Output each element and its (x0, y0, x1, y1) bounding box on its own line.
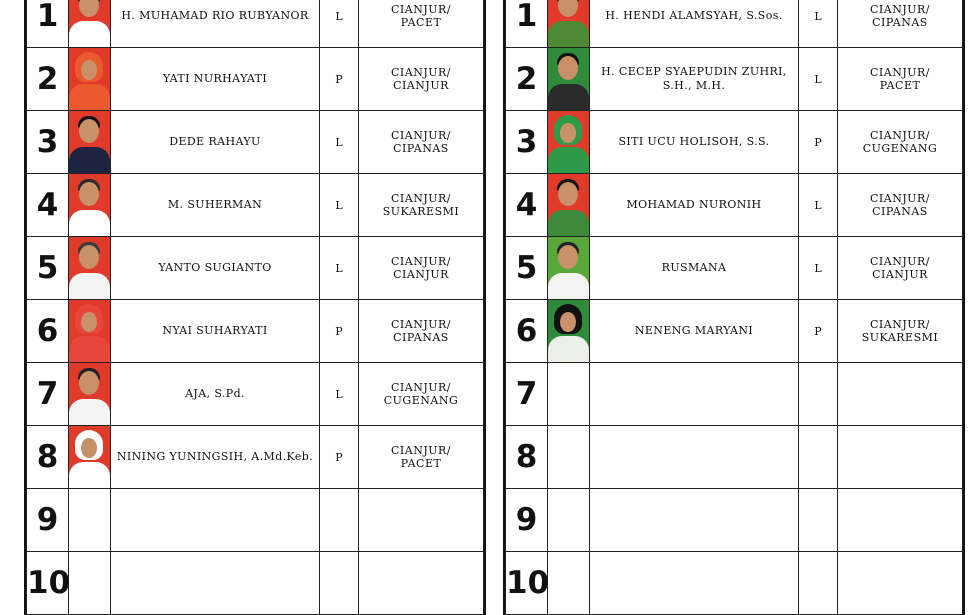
candidate-gender: L (320, 111, 359, 174)
candidate-photo (69, 237, 110, 299)
candidate-name: YANTO SUGIANTO (111, 237, 320, 300)
candidate-district (838, 426, 963, 489)
candidate-name (590, 363, 799, 426)
candidate-number: 8 (27, 426, 69, 489)
candidate-photo (69, 300, 110, 362)
candidate-row (27, 426, 484, 489)
district-line-2: CIANJUR (872, 268, 928, 281)
candidate-number: 5 (27, 237, 69, 300)
candidate-row (506, 48, 963, 111)
candidate-gender (799, 363, 838, 426)
district-line-1: CIANJUR/ (870, 255, 930, 268)
candidate-photo-cell (69, 111, 111, 174)
candidate-name (590, 489, 799, 552)
district-line-1: CIANJUR/ (391, 255, 451, 268)
candidate-number: 10 (27, 552, 69, 615)
candidate-district (838, 48, 963, 111)
candidate-photo-cell (548, 300, 590, 363)
candidate-gender: P (320, 426, 359, 489)
candidate-table-body (27, 0, 484, 615)
candidate-gender: L (799, 0, 838, 48)
district-line-2: SUKARESMI (382, 205, 460, 218)
candidate-name: DEDE RAHAYU (111, 111, 320, 174)
candidate-photo (548, 48, 589, 110)
candidate-name: SITI UCU HOLISOH, S.S. (590, 111, 799, 174)
district-line-1: CIANJUR/ (391, 129, 451, 142)
candidate-photo (69, 426, 110, 488)
candidate-name: NYAI SUHARYATI (111, 300, 320, 363)
candidate-gender: L (799, 48, 838, 111)
district-line-2: CIPANAS (393, 142, 449, 155)
district-line-2: CIPANAS (393, 331, 449, 344)
candidate-gender: L (320, 363, 359, 426)
candidate-photo-cell (548, 552, 590, 615)
candidate-district (838, 300, 963, 363)
candidate-row (506, 174, 963, 237)
candidate-row (506, 363, 963, 426)
candidate-name (111, 552, 320, 615)
candidate-number: 5 (506, 237, 548, 300)
candidate-photo-cell (69, 426, 111, 489)
candidate-number: 2 (506, 48, 548, 111)
district-line-1: CIANJUR/ (870, 3, 930, 16)
candidate-gender: P (799, 111, 838, 174)
candidate-name (590, 426, 799, 489)
candidate-row (27, 174, 484, 237)
candidate-district (838, 237, 963, 300)
district-line-1: CIANJUR/ (391, 192, 451, 205)
candidate-number: 4 (27, 174, 69, 237)
candidate-photo (69, 111, 110, 173)
candidate-photo-cell (69, 489, 111, 552)
candidate-photo-cell (548, 363, 590, 426)
candidate-photo-cell (69, 300, 111, 363)
candidate-district (838, 174, 963, 237)
candidate-gender (799, 489, 838, 552)
candidate-photo-cell (69, 48, 111, 111)
candidate-gender: P (799, 300, 838, 363)
district-line-2: CIPANAS (872, 16, 928, 29)
candidate-row (506, 300, 963, 363)
district-line-1: CIANJUR/ (870, 129, 930, 142)
district-line-2: PACET (879, 79, 921, 92)
candidate-number: 7 (27, 363, 69, 426)
candidate-gender: L (320, 174, 359, 237)
candidate-table-body (506, 0, 963, 615)
candidate-row (506, 489, 963, 552)
candidate-number: 9 (27, 489, 69, 552)
candidate-row (27, 489, 484, 552)
candidate-photo-cell (548, 489, 590, 552)
candidate-number: 6 (506, 300, 548, 363)
candidate-name: M. SUHERMAN (111, 174, 320, 237)
candidate-row (27, 237, 484, 300)
district-line-1: CIANJUR/ (870, 192, 930, 205)
candidate-row (27, 552, 484, 615)
candidate-number: 4 (506, 174, 548, 237)
candidate-gender (320, 552, 359, 615)
candidate-gender: L (799, 174, 838, 237)
district-line-1: CIANJUR/ (870, 66, 930, 79)
candidate-district (359, 48, 484, 111)
candidate-row (506, 237, 963, 300)
candidate-gender: P (320, 48, 359, 111)
candidate-district (359, 363, 484, 426)
candidate-row (27, 111, 484, 174)
district-line-2: SUKARESMI (861, 331, 939, 344)
candidate-photo (69, 48, 110, 110)
candidate-number: 6 (27, 300, 69, 363)
candidate-photo-cell (548, 174, 590, 237)
candidate-row (27, 48, 484, 111)
candidate-number: 7 (506, 363, 548, 426)
candidate-number: 10 (506, 552, 548, 615)
candidate-name: AJA, S.Pd. (111, 363, 320, 426)
candidate-name: RUSMANA (590, 237, 799, 300)
district-line-2: CIANJUR (393, 79, 449, 92)
candidate-photo-cell (69, 0, 111, 48)
candidate-row (27, 0, 484, 48)
candidate-photo (69, 174, 110, 236)
candidate-district (359, 426, 484, 489)
candidate-gender: P (320, 300, 359, 363)
candidate-name: H. MUHAMAD RIO RUBYANOR (111, 0, 320, 48)
candidate-photo (548, 237, 589, 299)
candidate-photo-cell (548, 111, 590, 174)
candidate-photo-cell (548, 0, 590, 48)
district-line-2: PACET (400, 16, 442, 29)
candidate-photo (548, 0, 589, 47)
district-line-2: CUGENANG (383, 394, 459, 407)
candidate-gender (799, 552, 838, 615)
candidate-gender (320, 489, 359, 552)
candidate-number: 3 (506, 111, 548, 174)
candidate-name: NENENG MARYANI (590, 300, 799, 363)
candidate-number: 8 (506, 426, 548, 489)
candidate-photo-cell (548, 237, 590, 300)
candidate-name: NINING YUNINGSIH, A.Md.Keb. (111, 426, 320, 489)
district-line-1: CIANJUR/ (391, 318, 451, 331)
candidate-photo-cell (69, 174, 111, 237)
candidate-row (27, 300, 484, 363)
candidate-number: 3 (27, 111, 69, 174)
candidate-photo (69, 363, 110, 425)
candidate-district (359, 237, 484, 300)
candidate-number: 1 (506, 0, 548, 48)
district-line-1: CIANJUR/ (391, 3, 451, 16)
candidate-row (27, 363, 484, 426)
district-line-1: CIANJUR/ (391, 381, 451, 394)
candidate-table-left (24, 0, 486, 615)
district-line-1: CIANJUR/ (391, 444, 451, 457)
candidate-photo-cell (69, 363, 111, 426)
district-line-1: CIANJUR/ (870, 318, 930, 331)
district-line-1: CIANJUR/ (391, 66, 451, 79)
candidate-number: 9 (506, 489, 548, 552)
candidate-photo-cell (69, 237, 111, 300)
candidate-district (359, 111, 484, 174)
candidate-photo (548, 111, 589, 173)
candidate-name: MOHAMAD NURONIH (590, 174, 799, 237)
candidate-district (359, 489, 484, 552)
candidate-district (838, 489, 963, 552)
candidate-row (506, 552, 963, 615)
candidate-name: H. HENDI ALAMSYAH, S.Sos. (590, 0, 799, 48)
candidate-table-right (503, 0, 965, 615)
candidate-row (506, 111, 963, 174)
candidate-district (838, 0, 963, 48)
candidate-number: 1 (27, 0, 69, 48)
candidate-gender: L (320, 237, 359, 300)
district-line-2: CIANJUR (393, 268, 449, 281)
candidate-district (359, 174, 484, 237)
candidate-photo-cell (548, 426, 590, 489)
candidate-district (359, 0, 484, 48)
candidate-district (838, 363, 963, 426)
candidate-gender (799, 426, 838, 489)
candidate-name: H. CECEP SYAEPUDIN ZUHRI, S.H., M.H. (590, 48, 799, 111)
candidate-district (838, 111, 963, 174)
district-line-2: CIPANAS (872, 205, 928, 218)
candidate-photo (548, 174, 589, 236)
candidate-district (359, 552, 484, 615)
candidate-photo-cell (548, 48, 590, 111)
candidate-district (359, 300, 484, 363)
candidate-photo (69, 0, 110, 47)
candidate-gender: L (799, 237, 838, 300)
candidate-name (111, 489, 320, 552)
candidate-photo (548, 300, 589, 362)
candidate-gender: L (320, 0, 359, 48)
candidate-number: 2 (27, 48, 69, 111)
district-line-2: PACET (400, 457, 442, 470)
candidate-name (590, 552, 799, 615)
district-line-2: CUGENANG (862, 142, 938, 155)
candidate-name: YATI NURHAYATI (111, 48, 320, 111)
candidate-row (506, 426, 963, 489)
candidate-photo-cell (69, 552, 111, 615)
candidate-district (838, 552, 963, 615)
candidate-row (506, 0, 963, 48)
